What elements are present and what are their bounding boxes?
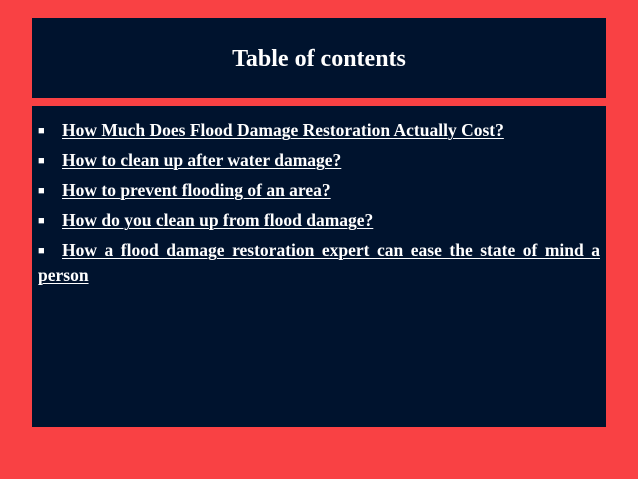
toc-link[interactable]: How to prevent flooding of an area? (62, 180, 331, 200)
square-bullet-icon: ■ (38, 185, 45, 197)
square-bullet-icon: ■ (38, 245, 45, 257)
toc-link[interactable]: How do you clean up from flood damage? (62, 210, 374, 230)
toc-item (38, 118, 600, 143)
toc-item (38, 208, 600, 233)
title-panel (32, 18, 606, 98)
slide-title: Table of contents (232, 45, 406, 72)
square-bullet-icon: ■ (38, 125, 45, 137)
toc-item (38, 238, 600, 287)
toc-link[interactable]: How Much Does Flood Damage Restoration Actually Cost? (62, 120, 504, 140)
square-bullet-icon: ■ (38, 155, 45, 167)
table-of-contents-list (38, 118, 600, 292)
toc-item (38, 148, 600, 173)
toc-link[interactable]: How a flood damage restoration expert can ease the state of mind a person (38, 240, 600, 285)
toc-link[interactable]: How to clean up after water damage? (62, 150, 342, 170)
toc-item (38, 178, 600, 203)
square-bullet-icon: ■ (38, 215, 45, 227)
content-panel (32, 106, 606, 427)
